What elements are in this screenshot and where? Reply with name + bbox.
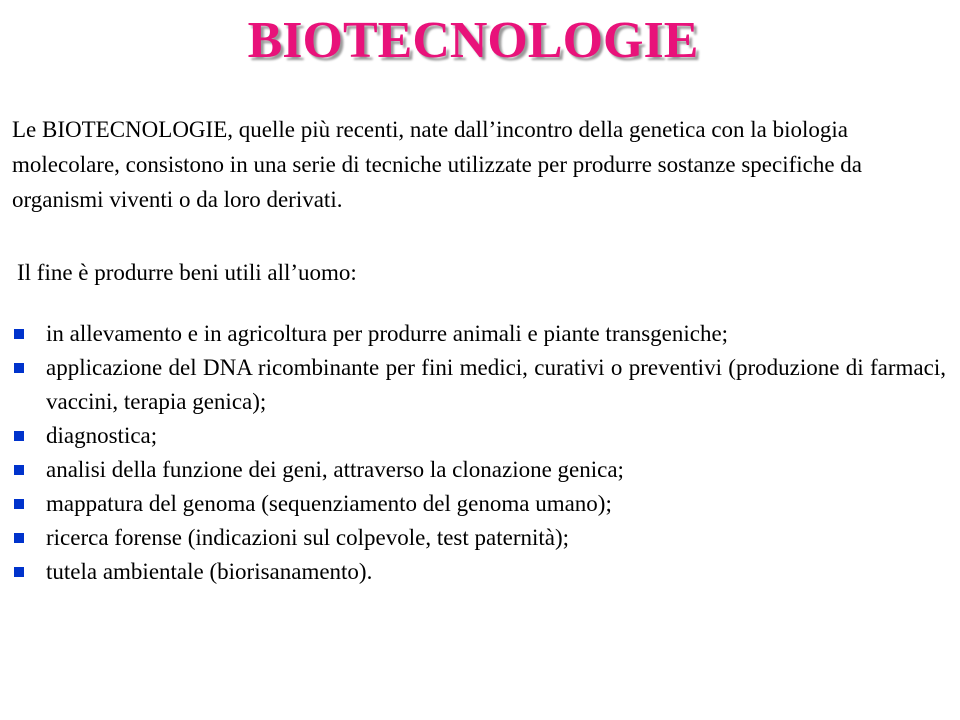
bullet-text: analisi della funzione dei geni, attraverso la clonazione genica;	[46, 457, 624, 482]
bullet-item	[12, 419, 946, 453]
square-bullet-icon	[14, 533, 24, 543]
bullet-item	[12, 317, 946, 351]
purpose-statement: Il fine è produrre beni utili all’uomo:	[17, 260, 357, 285]
square-bullet-icon	[14, 465, 24, 475]
bullet-text: mappatura del genoma (sequenziamento del genoma umano);	[46, 491, 612, 516]
bullet-text: ricerca forense (indicazioni sul colpevole, test paternità);	[46, 525, 570, 550]
square-bullet-icon	[14, 363, 24, 373]
bullet-list	[12, 317, 946, 589]
square-bullet-icon	[14, 567, 24, 577]
bullet-text: in allevamento e in agricoltura per produrre animali e piante transgeniche;	[46, 321, 729, 346]
bullet-text: applicazione del DNA ricombinante per fini medici, curativi o preventivi (produzione di farmaci, vaccini, terapia genica);	[46, 355, 946, 414]
bullet-item	[12, 487, 946, 521]
bullet-item	[12, 453, 946, 487]
bullet-item	[12, 351, 946, 419]
bullet-item	[12, 555, 946, 589]
square-bullet-icon	[14, 431, 24, 441]
intro-paragraph: Le BIOTECNOLOGIE, quelle più recenti, nate dall’incontro della genetica con la biologia molecolare, consistono in una serie di tecniche utilizzate per produrre sostanze specifiche da organismi viventi o da loro derivati.	[12, 117, 863, 212]
square-bullet-icon	[14, 329, 24, 339]
bullet-item	[12, 521, 946, 555]
bullet-text: diagnostica;	[46, 423, 158, 448]
bullet-text: tutela ambientale (biorisanamento).	[46, 559, 373, 584]
square-bullet-icon	[14, 499, 24, 509]
slide-title: BIOTECNOLOGIE	[247, 12, 699, 69]
